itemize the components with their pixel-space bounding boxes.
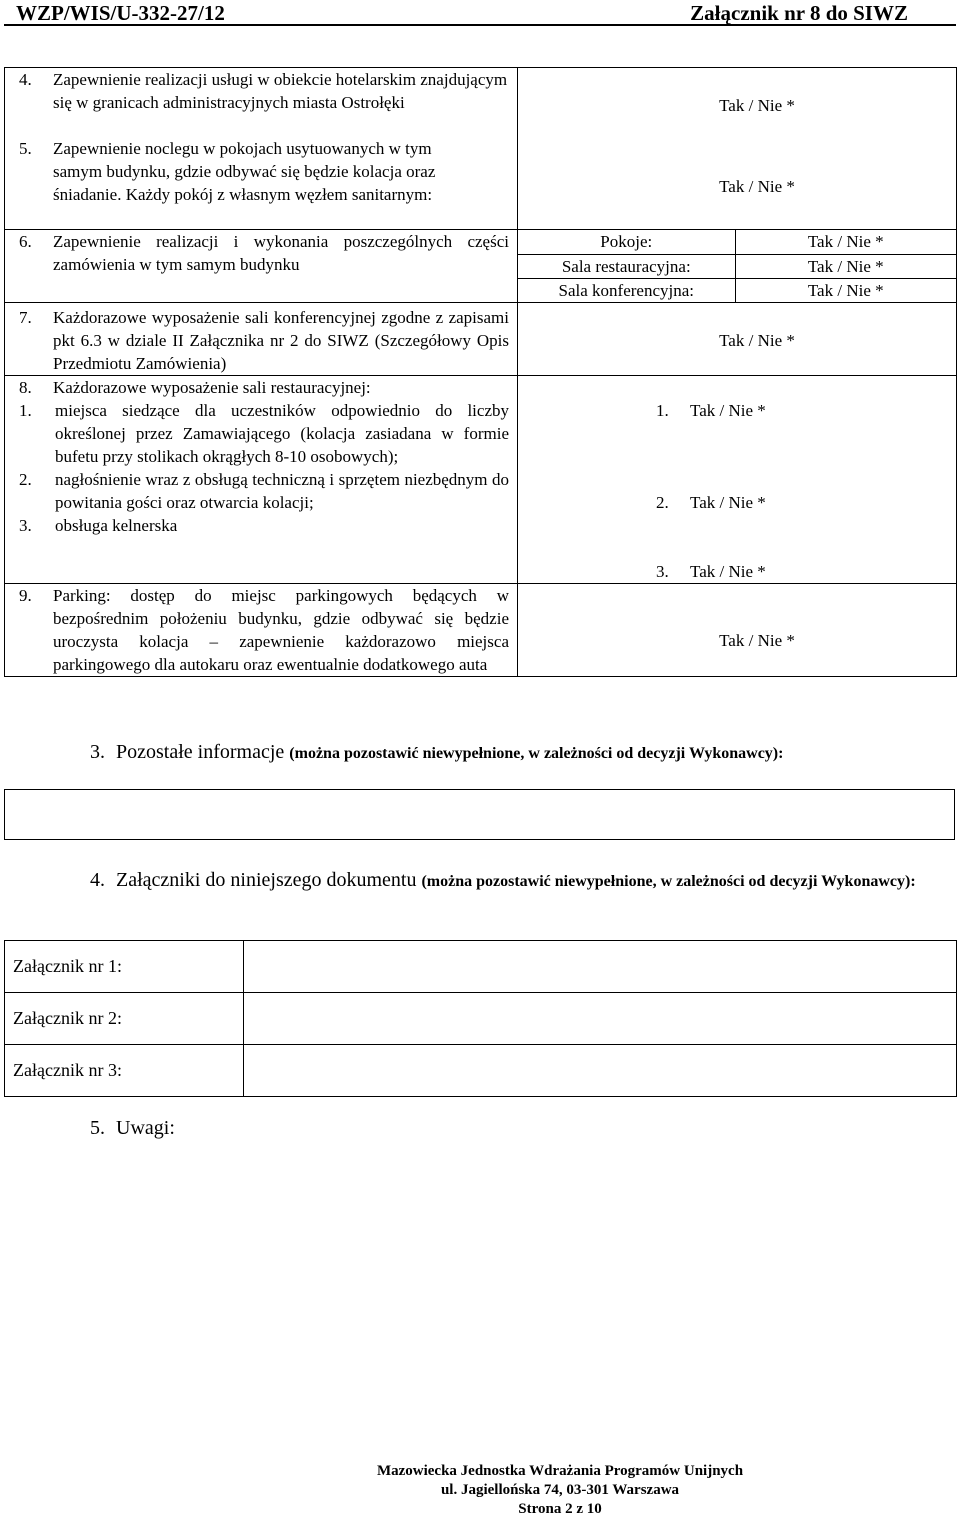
table-row — [5, 584, 957, 677]
room-label: Sala konferencyjna: — [518, 278, 735, 302]
item-text: Każdorazowe wyposażenie sali restauracyjnej: — [53, 378, 371, 397]
sub-number: 3. — [656, 562, 669, 581]
annex-title: Załącznik nr 8 do SIWZ — [690, 1, 908, 25]
sub-number: 2. — [19, 470, 32, 489]
section-remarks — [90, 1117, 175, 1140]
room-label: Pokoje: — [518, 230, 735, 254]
section-number: 4. — [90, 869, 105, 891]
table-row — [5, 303, 957, 376]
item-number: 8. — [19, 378, 32, 397]
room-answers — [518, 230, 956, 302]
attachment-label: Załącznik nr 1: — [5, 941, 244, 993]
item-number: 7. — [19, 308, 32, 327]
section-number: 5. — [90, 1117, 105, 1139]
sub-number: 1. — [656, 401, 669, 420]
criterion-cell — [5, 584, 518, 677]
room-label: Sala restauracyjna: — [518, 254, 735, 278]
section-other-info — [90, 739, 950, 767]
table-row — [518, 254, 956, 278]
section-note: (można pozostawić niewypełnione, w zależności od decyzji Wykonawcy): — [289, 745, 784, 762]
section-number: 3. — [90, 741, 105, 763]
footer-address: ul. Jagiellońska 74, 03-301 Warszawa — [440, 1482, 680, 1498]
table-row — [5, 68, 957, 230]
sub-text: nagłośnienie wraz z obsługą techniczną i sprzętem niezbędnym do powitania gości oraz otwarcia kolacji; — [55, 470, 509, 512]
criterion-cell — [5, 303, 518, 376]
section-attachments — [90, 866, 920, 896]
item-text: Parking: dostęp do miejsc parkingowych będących w bezpośrednim położeniu budynku, gdzie odbywać się będzie uroczysta kolacja – zapewnienie każdorazowo miejsca parkingowego dla autokaru oraz ewentualnie dodatkowego auta — [53, 586, 509, 674]
section-title: Załączniki do niniejszego dokumentu — [116, 869, 417, 891]
criterion-cell — [5, 230, 518, 303]
footer-organization: Mazowiecka Jednostka Wdrażania Programów Unijnych — [376, 1463, 744, 1479]
answer-cell — [518, 584, 957, 677]
answer-choice[interactable]: Tak / Nie * — [719, 96, 795, 115]
answer-cell — [518, 230, 957, 303]
answer-choice[interactable]: Tak / Nie * — [719, 631, 795, 650]
table-row — [518, 278, 956, 302]
criterion-cell — [5, 376, 518, 584]
answer-choice[interactable]: Tak / Nie * — [690, 493, 766, 512]
answer-choice[interactable]: Tak / Nie * — [719, 177, 795, 196]
answer-choice[interactable]: Tak / Nie * — [719, 331, 795, 350]
answer-choice[interactable]: Tak / Nie * — [735, 254, 956, 278]
section-title: Pozostałe informacje — [116, 741, 285, 763]
table-row — [5, 1045, 957, 1097]
requirements-table — [4, 67, 957, 677]
attachment-field[interactable] — [244, 1045, 957, 1097]
sub-number: 1. — [19, 401, 32, 420]
item-text: Każdorazowe wyposażenie sali konferencyjnej zgodne z zapisami pkt 6.3 w dziale II Załącznika nr 2 do SIWZ (Szczegółowy Opis Przedmiotu Zamówienia) — [53, 308, 509, 373]
attachment-label: Załącznik nr 2: — [5, 993, 244, 1045]
other-info-field[interactable] — [4, 789, 955, 840]
criterion-cell — [5, 68, 518, 230]
page-footer — [0, 1462, 960, 1519]
table-row — [518, 230, 956, 254]
sub-number: 2. — [656, 493, 669, 512]
table-row — [5, 993, 957, 1045]
section-note: (można pozostawić niewypełnione, w zależności od decyzji Wykonawcy): — [421, 873, 916, 890]
reference-number: WZP/WIS/U-332-27/12 — [16, 1, 225, 25]
item-text: Zapewnienie realizacji i wykonania poszczególnych części zamówienia w tym samym budynku — [53, 232, 509, 274]
sub-text: miejsca siedzące dla uczestników odpowiednio do liczby określonej przez Zamawiającego (kolacja zasiadana w formie bufetu przy stolikach okrągłych 8-10 osobowych); — [55, 401, 509, 466]
item-text: Zapewnienie noclegu w pokojach usytuowanych w tym samym budynku, gdzie odbywać się będzie kolacja oraz śniadanie. Każdy pokój z własnym węzłem sanitarnym: — [53, 139, 436, 204]
item-text: Zapewnienie realizacji usługi w obiekcie hotelarskim znajdującym się w granicach administracyjnych miasta Ostrołęki — [53, 70, 508, 112]
page-header — [4, 0, 956, 26]
attachment-label: Załącznik nr 3: — [5, 1045, 244, 1097]
page-number: Strona 2 z 10 — [518, 1501, 602, 1517]
answer-cell — [518, 376, 957, 584]
answer-choice[interactable]: Tak / Nie * — [690, 562, 766, 581]
sub-text: obsługa kelnerska — [55, 516, 178, 535]
item-number: 9. — [19, 586, 32, 605]
answer-choice[interactable]: Tak / Nie * — [690, 401, 766, 420]
item-number: 5. — [19, 139, 32, 158]
answer-cell — [518, 303, 957, 376]
attachments-table — [4, 940, 957, 1097]
section-title: Uwagi: — [116, 1117, 175, 1139]
sub-number: 3. — [19, 516, 32, 535]
attachment-field[interactable] — [244, 993, 957, 1045]
item-number: 6. — [19, 232, 32, 251]
attachment-field[interactable] — [244, 941, 957, 993]
answer-cell — [518, 68, 957, 230]
table-row — [5, 941, 957, 993]
item-number: 4. — [19, 70, 32, 89]
answer-choice[interactable]: Tak / Nie * — [807, 280, 884, 300]
table-row — [5, 376, 957, 584]
answer-choice[interactable]: Tak / Nie * — [735, 230, 956, 254]
table-row — [5, 230, 957, 303]
